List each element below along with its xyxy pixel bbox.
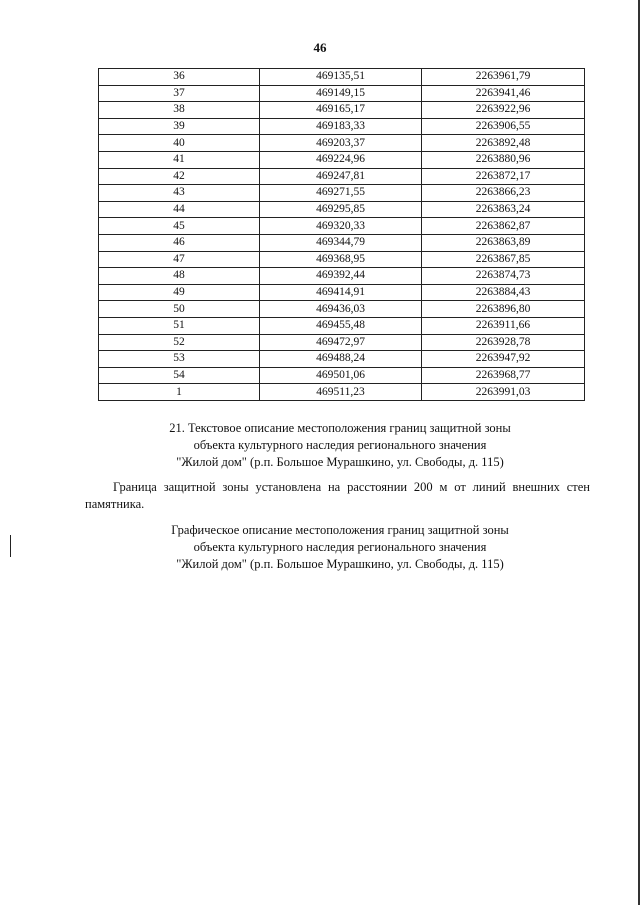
table-row: [99, 234, 585, 251]
heading-line: объекта культурного наследия регионального значения: [193, 540, 487, 554]
x-coordinate-cell: 469368,95: [260, 251, 422, 268]
y-coordinate-cell: 2263968,77: [422, 367, 585, 384]
point-number-cell: 51: [99, 317, 260, 334]
point-number-cell: 1: [99, 384, 260, 401]
point-number-cell: 49: [99, 284, 260, 301]
left-margin-mark: [10, 535, 11, 557]
table-row: [99, 151, 585, 168]
y-coordinate-cell: 2263880,96: [422, 151, 585, 168]
x-coordinate-cell: 469271,55: [260, 185, 422, 202]
y-coordinate-cell: 2263928,78: [422, 334, 585, 351]
y-coordinate-cell: 2263906,55: [422, 118, 585, 135]
y-coordinate-cell: 2263867,85: [422, 251, 585, 268]
x-coordinate-cell: 469414,91: [260, 284, 422, 301]
x-coordinate-cell: 469135,51: [260, 69, 422, 86]
y-coordinate-cell: 2263884,43: [422, 284, 585, 301]
x-coordinate-cell: 469165,17: [260, 102, 422, 119]
point-number-cell: 40: [99, 135, 260, 152]
table-row: [99, 301, 585, 318]
point-number-cell: 52: [99, 334, 260, 351]
y-coordinate-cell: 2263866,23: [422, 185, 585, 202]
y-coordinate-cell: 2263862,87: [422, 218, 585, 235]
y-coordinate-cell: 2263941,46: [422, 85, 585, 102]
table-row: [99, 251, 585, 268]
y-coordinate-cell: 2263947,92: [422, 351, 585, 368]
point-number-cell: 50: [99, 301, 260, 318]
table-row: [99, 69, 585, 86]
point-number-cell: 48: [99, 268, 260, 285]
x-coordinate-cell: 469344,79: [260, 234, 422, 251]
y-coordinate-cell: 2263896,80: [422, 301, 585, 318]
point-number-cell: 39: [99, 118, 260, 135]
y-coordinate-cell: 2263922,96: [422, 102, 585, 119]
heading-line: "Жилой дом" (р.п. Большое Мурашкино, ул. Свободы, д. 115): [176, 455, 504, 469]
table-row: [99, 185, 585, 202]
table-row: [99, 284, 585, 301]
point-number-cell: 53: [99, 351, 260, 368]
point-number-cell: 41: [99, 151, 260, 168]
table-row: [99, 351, 585, 368]
heading-line: объекта культурного наследия регионального значения: [193, 438, 487, 452]
y-coordinate-cell: 2263961,79: [422, 69, 585, 86]
boundary-paragraph: Граница защитной зоны установлена на расстоянии 200 м от линий внешних стен памятника.: [85, 480, 590, 511]
x-coordinate-cell: 469501,06: [260, 367, 422, 384]
page-number: 46: [313, 40, 327, 55]
table-row: [99, 218, 585, 235]
x-coordinate-cell: 469203,37: [260, 135, 422, 152]
point-number-cell: 42: [99, 168, 260, 185]
y-coordinate-cell: 2263863,89: [422, 234, 585, 251]
coordinates-table: [98, 68, 585, 401]
x-coordinate-cell: 469488,24: [260, 351, 422, 368]
x-coordinate-cell: 469511,23: [260, 384, 422, 401]
y-coordinate-cell: 2263892,48: [422, 135, 585, 152]
x-coordinate-cell: 469295,85: [260, 201, 422, 218]
point-number-cell: 37: [99, 85, 260, 102]
point-number-cell: 47: [99, 251, 260, 268]
table-row: [99, 367, 585, 384]
point-number-cell: 43: [99, 185, 260, 202]
heading-line: Графическое описание местоположения границ защитной зоны: [171, 523, 509, 537]
x-coordinate-cell: 469455,48: [260, 317, 422, 334]
table-row: [99, 118, 585, 135]
table-row: [99, 317, 585, 334]
y-coordinate-cell: 2263863,24: [422, 201, 585, 218]
x-coordinate-cell: 469320,33: [260, 218, 422, 235]
coordinates-table-body: [99, 69, 585, 401]
table-row: [99, 102, 585, 119]
table-row: [99, 168, 585, 185]
y-coordinate-cell: 2263872,17: [422, 168, 585, 185]
point-number-cell: 54: [99, 367, 260, 384]
heading-line: 21. Текстовое описание местоположения границ защитной зоны: [169, 421, 511, 435]
point-number-cell: 44: [99, 201, 260, 218]
x-coordinate-cell: 469392,44: [260, 268, 422, 285]
table-row: [99, 201, 585, 218]
x-coordinate-cell: 469149,15: [260, 85, 422, 102]
table-row: [99, 85, 585, 102]
x-coordinate-cell: 469247,81: [260, 168, 422, 185]
point-number-cell: 45: [99, 218, 260, 235]
x-coordinate-cell: 469472,97: [260, 334, 422, 351]
table-row: [99, 334, 585, 351]
y-coordinate-cell: 2263991,03: [422, 384, 585, 401]
graphic-description-heading: [0, 522, 640, 573]
x-coordinate-cell: 469224,96: [260, 151, 422, 168]
x-coordinate-cell: 469436,03: [260, 301, 422, 318]
y-coordinate-cell: 2263911,66: [422, 317, 585, 334]
table-row: [99, 268, 585, 285]
point-number-cell: 38: [99, 102, 260, 119]
table-row: [99, 384, 585, 401]
point-number-cell: 46: [99, 234, 260, 251]
y-coordinate-cell: 2263874,73: [422, 268, 585, 285]
text-description-heading: [0, 420, 640, 471]
heading-line: "Жилой дом" (р.п. Большое Мурашкино, ул. Свободы, д. 115): [176, 557, 504, 571]
point-number-cell: 36: [99, 69, 260, 86]
table-row: [99, 135, 585, 152]
x-coordinate-cell: 469183,33: [260, 118, 422, 135]
